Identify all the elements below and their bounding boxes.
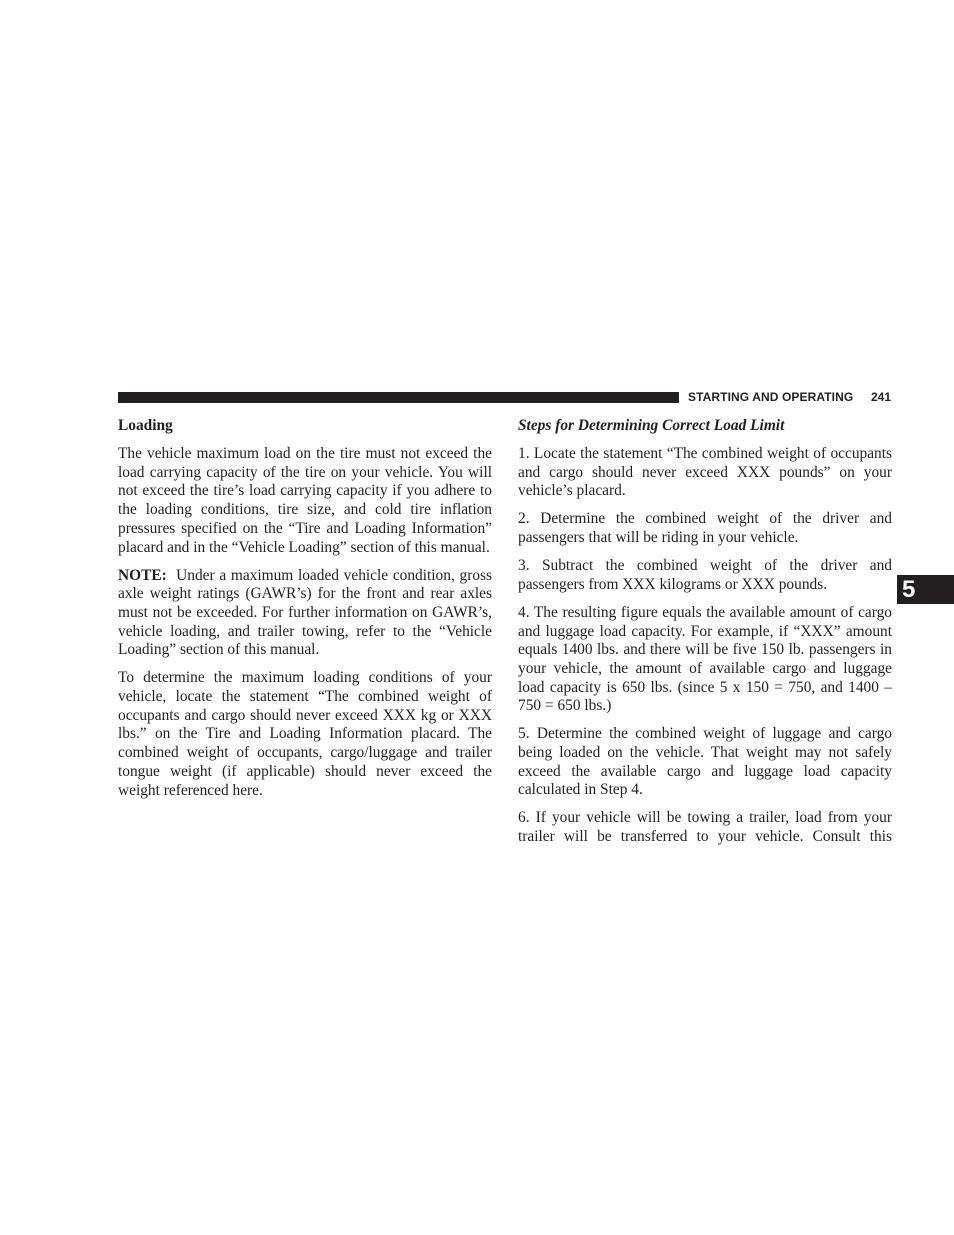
- max-loading-paragraph: To determine the maximum loading conditions of your vehicle, locate the statement “The combined weight of occupants and cargo should never exceed XXX kg or XXX lbs.” on the Tire and Loading Information placard. The combined weight of occupants, cargo/luggage and trailer tongue weight (if applicable) should never exceed the weight referenced here.: [118, 669, 492, 799]
- loading-paragraph: The vehicle maximum load on the tire must not exceed the load carrying capacity of the tire on your vehicle. You will not exceed the tire’s load carrying capacity if you adhere to the loading conditions, tire size, and cold tire inflation pressures specified on the “Tire and Loading Information” placard and in the “Vehicle Loading” section of this manual.: [118, 445, 492, 556]
- step-5: 5. Determine the combined weight of luggage and cargo being loaded on the vehicle. That weight may not safely exceed the available cargo and luggage load capacity calculated in Step 4.: [518, 725, 892, 799]
- step-3: 3. Subtract the combined weight of the driver and passengers from XXX kilograms or XXX pounds.: [518, 557, 892, 593]
- header-rule: [118, 392, 679, 403]
- step-6: 6. If your vehicle will be towing a trailer, load from your trailer will be transferred to your vehicle. Consult this: [518, 809, 892, 846]
- step-2: 2. Determine the combined weight of the driver and passengers that will be riding in your vehicle.: [518, 510, 892, 547]
- chapter-number: 5: [902, 576, 916, 603]
- loading-heading: Loading: [118, 417, 173, 434]
- steps-subheading: Steps for Determining Correct Load Limit: [518, 417, 785, 434]
- note-label: NOTE:: [118, 566, 167, 584]
- note-paragraph: [118, 567, 492, 661]
- section-title: STARTING AND OPERATING: [688, 390, 854, 404]
- chapter-tab: [897, 575, 954, 604]
- note-text: Under a maximum loaded vehicle condition, gross axle weight ratings (GAWR’s) for the front and rear axles must not be exceeded. For further information on GAWR’s, vehicle loading, and trailer towing, refer to the “Vehicle Loading” section of this manual.: [118, 566, 492, 659]
- step-1: 1. Locate the statement “The combined weight of occupants and cargo should never exceed XXX pounds” on your vehicle’s placard.: [518, 445, 892, 500]
- page-number: 241: [871, 390, 892, 404]
- step-4: 4. The resulting figure equals the available amount of cargo and luggage load capacity. For example, if “XXX” amount equals 1400 lbs. and there will be five 150 lb. passengers in your vehicle, the amount of available cargo and luggage load capacity is 650 lbs. (since 5 x 150 = 750, and 1400 – 750 = 650 lbs.): [518, 603, 892, 715]
- left-column: [118, 417, 492, 810]
- right-column: [518, 417, 892, 856]
